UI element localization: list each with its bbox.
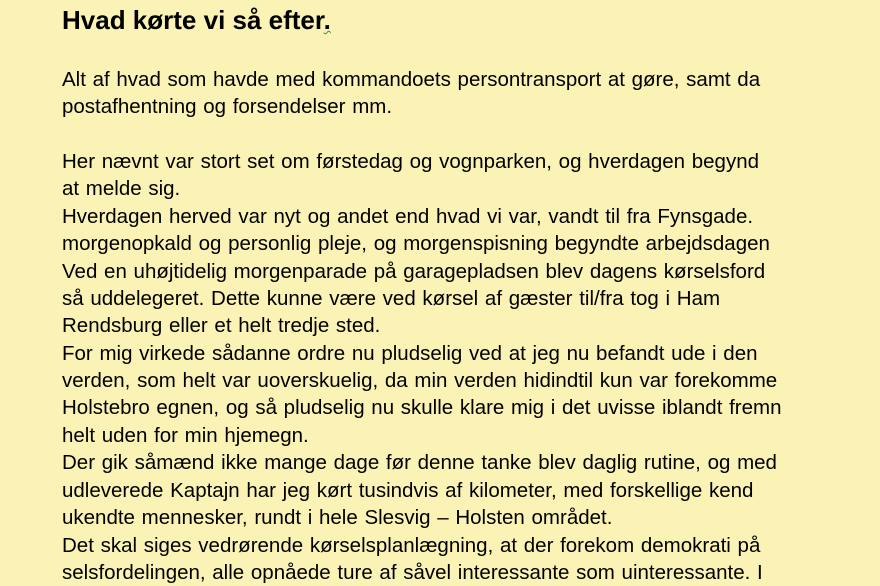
body-line: verden, som helt var uoverskuelig, da min verden hidindtil kun var forekomme [62,369,778,392]
body-line: Hverdagen herved var nyt og andet end hvad vi var, vandt til fra Fynsgade. [62,205,754,228]
title-punctuation: . [323,5,331,35]
body-line: Her nævnt var stort set om førstedag og vognparken, og hverdagen begynd [62,150,759,173]
body-line: selsfordelingen, alle opnåede ture af såvel interessante som uinteressante. I [62,561,763,584]
body-line: helt uden for min hjemegn. [62,424,309,447]
body-line: For mig virkede sådanne ordre nu pludselig ved at jeg nu befandt ude i den [62,342,758,365]
body-line: ukendte mennesker, rundt i hele Slesvig – Holsten området. [62,506,613,529]
body-line: Alt af hvad som havde med kommandoets persontransport at gøre, samt da [62,68,761,91]
body-line: udleverede Kaptajn har jeg kørt tusindvis af kilometer, med forskellige kend [62,479,754,502]
body-line: Rendsburg eller et helt tredje sted. [62,314,381,337]
body-line: postafhentning og forsendelser mm. [62,95,393,118]
body-line: morgenopkald og personlig pleje, og morgenspisning begyndte arbejdsdagen [62,232,770,255]
body-line: at melde sig. [62,177,181,200]
body-line: Det skal siges vedrørende kørselsplanlægning, at der forekom demokrati på [62,534,761,557]
title-text: Hvad kørte vi så efter [62,5,324,35]
document-title [62,5,331,36]
body-line: så uddelegeret. Dette kunne være ved kørsel af gæster til/fra tog i Ham [62,287,721,310]
body-line: Der gik såmænd ikke mange dage før denne tanke blev daglig rutine, og med [62,451,777,474]
body-line: Ved en uhøjtidelig morgenparade på garagepladsen blev dagens kørselsford [62,260,766,283]
body-line: Holstebro egnen, og så pludselig nu skulle klare mig i det uvisse iblandt fremn [62,396,782,419]
